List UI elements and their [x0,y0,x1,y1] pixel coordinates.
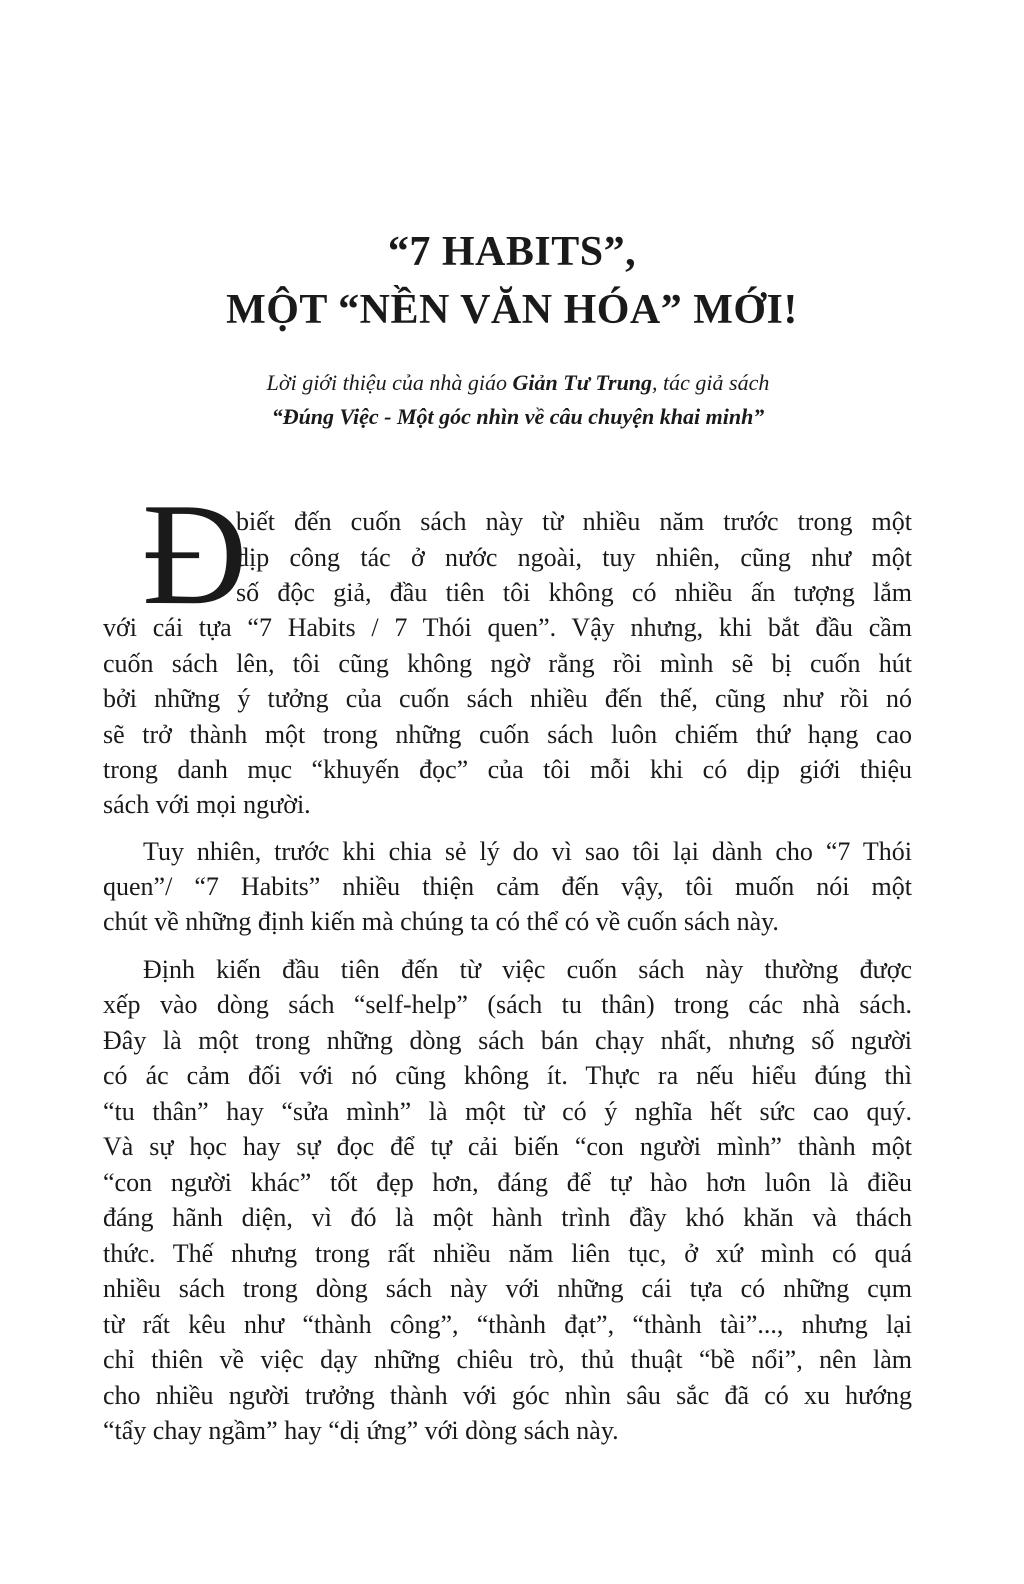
paragraph-3-line: Định kiến đầu tiên đến từ việc cuốn sách này thường được [143,955,912,984]
paragraph-1-line: với cái tựa “7 Habits / 7 Thói quen”. Vậy nhưng, khi bắt đầu cầm [103,613,912,642]
paragraph-3-line: nhiều sách trong dòng sách này với những cái tựa có những cụm [103,1274,912,1303]
paragraph-1-line: sách với mọi người. [103,790,311,819]
paragraph-3-line: thức. Thế nhưng trong rất nhiều năm liên tục, ở xứ mình có quá [103,1239,912,1268]
paragraph-3-line: từ rất kêu như “thành công”, “thành đạt”, “thành tài”..., nhưng lại [103,1310,912,1339]
paragraph-3-line: “con người khác” tốt đẹp hơn, đáng để tự hào hơn luôn là điều [103,1168,912,1197]
paragraph-1-line: biết đến cuốn sách này từ nhiều năm trước trong một [236,507,912,536]
paragraph-1-line: bởi những ý tưởng của cuốn sách nhiều đến thế, cũng như rồi nó [103,684,912,713]
author-name: Giản Tư Trung [512,370,653,395]
intro-byline-line-2: “Đúng Việc - Một góc nhìn về câu chuyện khai minh” [271,404,765,429]
paragraph-3-line: có ác cảm đối với nó cũng không ít. Thực ra nếu hiểu đúng thì [103,1061,912,1090]
paragraph-3-line: đáng hãnh diện, vì đó là một hành trình đầy khó khăn và thách [103,1203,912,1232]
paragraph-3-line: Đây là một trong những dòng sách bán chạy nhất, nhưng số người [103,1026,912,1055]
drop-cap: Đ [142,473,248,635]
chapter-title-line-1: “7 HABITS”, [387,229,637,275]
paragraph-1-line: cuốn sách lên, tôi cũng không ngờ rằng rồi mình sẽ bị cuốn hút [103,649,912,678]
chapter-title-line-2: MỘT “NỀN VĂN HÓA” MỚI! [226,287,798,333]
paragraph-3-line: “tẩy chay ngầm” hay “dị ứng” với dòng sách này. [103,1416,619,1445]
paragraph-3-line: “tu thân” hay “sửa mình” là một từ có ý nghĩa hết sức cao quý. [103,1097,912,1126]
paragraph-3-line: xếp vào dòng sách “self-help” (sách tu thân) trong các nhà sách. [103,990,912,1019]
paragraph-2-line: Tuy nhiên, trước khi chia sẻ lý do vì sao tôi lại dành cho “7 Thói [143,837,912,866]
paragraph-2-line: chút về những định kiến mà chúng ta có thể có về cuốn sách này. [103,907,779,936]
paragraph-3-line: chỉ thiên về việc dạy những chiêu trò, thủ thuật “bề nổi”, nên làm [103,1345,912,1374]
paragraph-1-line: trong danh mục “khuyến đọc” của tôi mỗi khi có dịp giới thiệu [103,755,912,784]
paragraph-3-line: Và sự học hay sự đọc để tự cải biến “con người mình” thành một [103,1132,912,1161]
paragraph-3-line: cho nhiều người trưởng thành với góc nhìn sâu sắc đã có xu hướng [103,1381,912,1410]
paragraph-1-line: số độc giả, đầu tiên tôi không có nhiều ấn tượng lắm [236,578,912,607]
paragraph-1-line: dịp công tác ở nước ngoài, tuy nhiên, cũng như một [236,543,912,572]
paragraph-1-line: sẽ trở thành một trong những cuốn sách luôn chiếm thứ hạng cao [103,720,912,749]
paragraph-2-line: quen”/ “7 Habits” nhiều thiện cảm đến vậy, tôi muốn nói một [103,872,912,901]
intro-byline-line-1: Lời giới thiệu của nhà giáo Giản Tư Trung, tác giả sách [266,370,770,395]
